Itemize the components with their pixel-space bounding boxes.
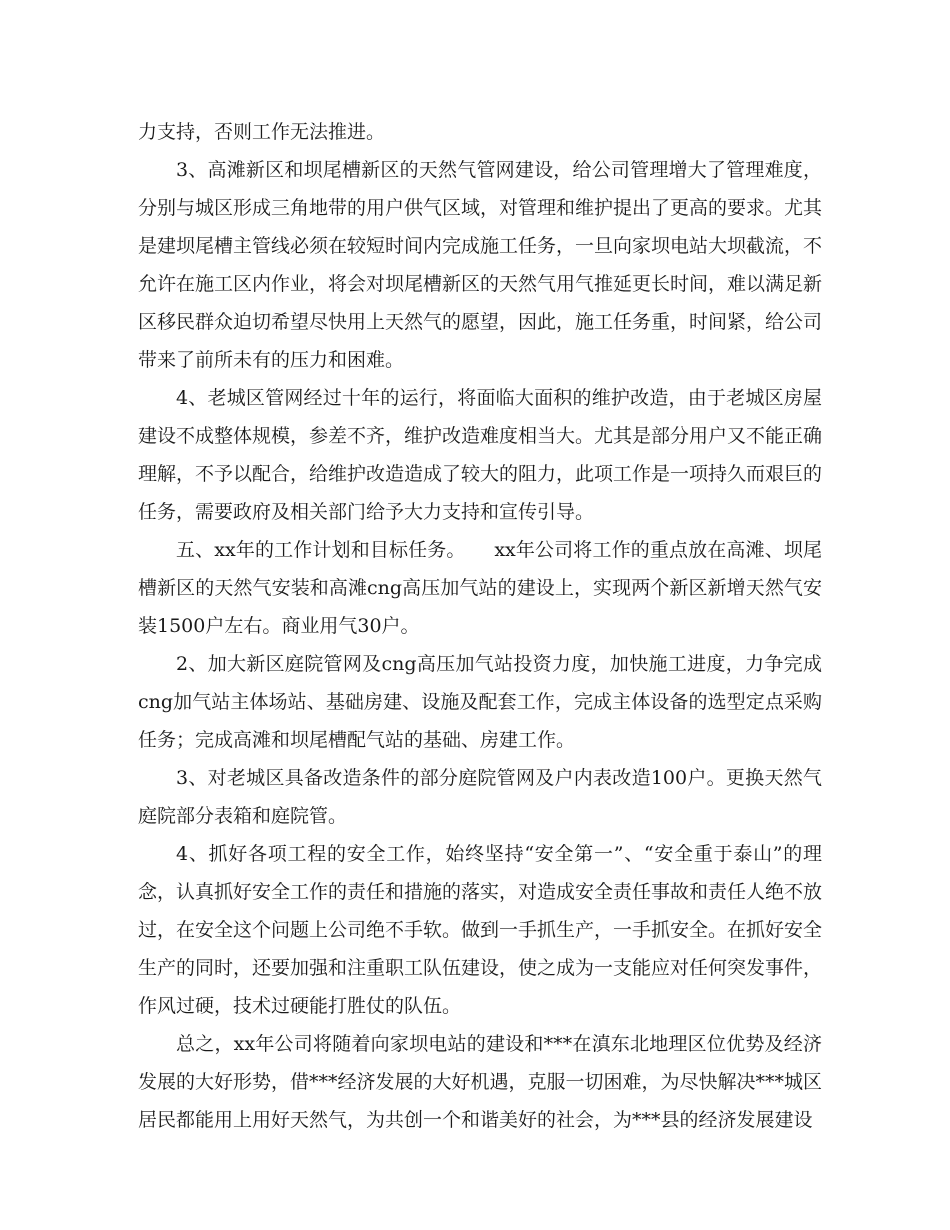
paragraph-gas-pipeline-difficulty: 3、高滩新区和坝尾槽新区的天然气管网建设，给公司管理增大了管理难度，分别与城区形成三角地带的用户供气区域，对管理和维护提出了更高的要求。尤其是建坝尾槽主管线必须在较短时间内完成施工任务，一旦向家坝电站大坝截流，不允许在施工区内作业，将会对坝尾槽新区的天然气用气推延更长时间，难以满足新区移民群众迫切希望尽快用上天然气的愿望，因此，施工任务重，时间紧，给公司带来了前所未有的压力和困难。 [138,159,823,371]
paragraph-continuation: 力支持，否则工作无法推进。 [138,121,386,143]
document-body [138,113,822,1139]
paragraph-old-city-maintenance: 4、老城区管网经过十年的运行，将面临大面积的维护改造，由于老城区房屋建设不成整体规模，参差不齐，维护改造难度相当大。尤其是部分用户又不能正确理解，不予以配合，给维护改造造成了较大的阻力，此项工作是一项持久而艰巨的任务，需要政府及相关部门给予大力支持和宣传引导。 [138,387,823,523]
paragraph-work-plan-heading: 五、xx年的工作计划和目标任务。 xx年公司将工作的重点放在高滩、坝尾槽新区的天然气安装和高滩cng高压加气站的建设上，实现两个新区新增天然气安装1500户左右。商业用气30户。 [138,539,822,637]
paragraph-safety: 4、抓好各项工程的安全工作，始终坚持“安全第一”、“安全重于泰山”的理念，认真抓好安全工作的责任和措施的落实，对造成安全责任事故和责任人绝不放过，在安全这个问题上公司绝不手软。做到一手抓生产，一手抓安全。在抓好安全生产的同时，还要加强和注重职工队伍建设，使之成为一支能应对任何突发事件，作风过硬，技术过硬能打胜仗的队伍。 [138,843,823,1017]
paragraph-conclusion: 总之，xx年公司将随着向家坝电站的建设和***在滇东北地理区位优势及经济发展的大好形势，借***经济发展的大好机遇，克服一切困难，为尽快解决***城区居民都能用上用好天然气，为共创一个和谐美好的社会，为***县的经济发展建设 [138,1033,823,1131]
paragraph-renovation: 3、对老城区具备改造条件的部分庭院管网及户内表改造100户。更换天然气庭院部分表箱和庭院管。 [138,767,822,827]
paragraph-investment: 2、加大新区庭院管网及cng高压加气站投资力度，加快施工进度，力争完成cng加气站主体场站、基础房建、设施及配套工作，完成主体设备的选型定点采购任务；完成高滩和坝尾槽配气站的基础、房建工作。 [138,653,822,751]
